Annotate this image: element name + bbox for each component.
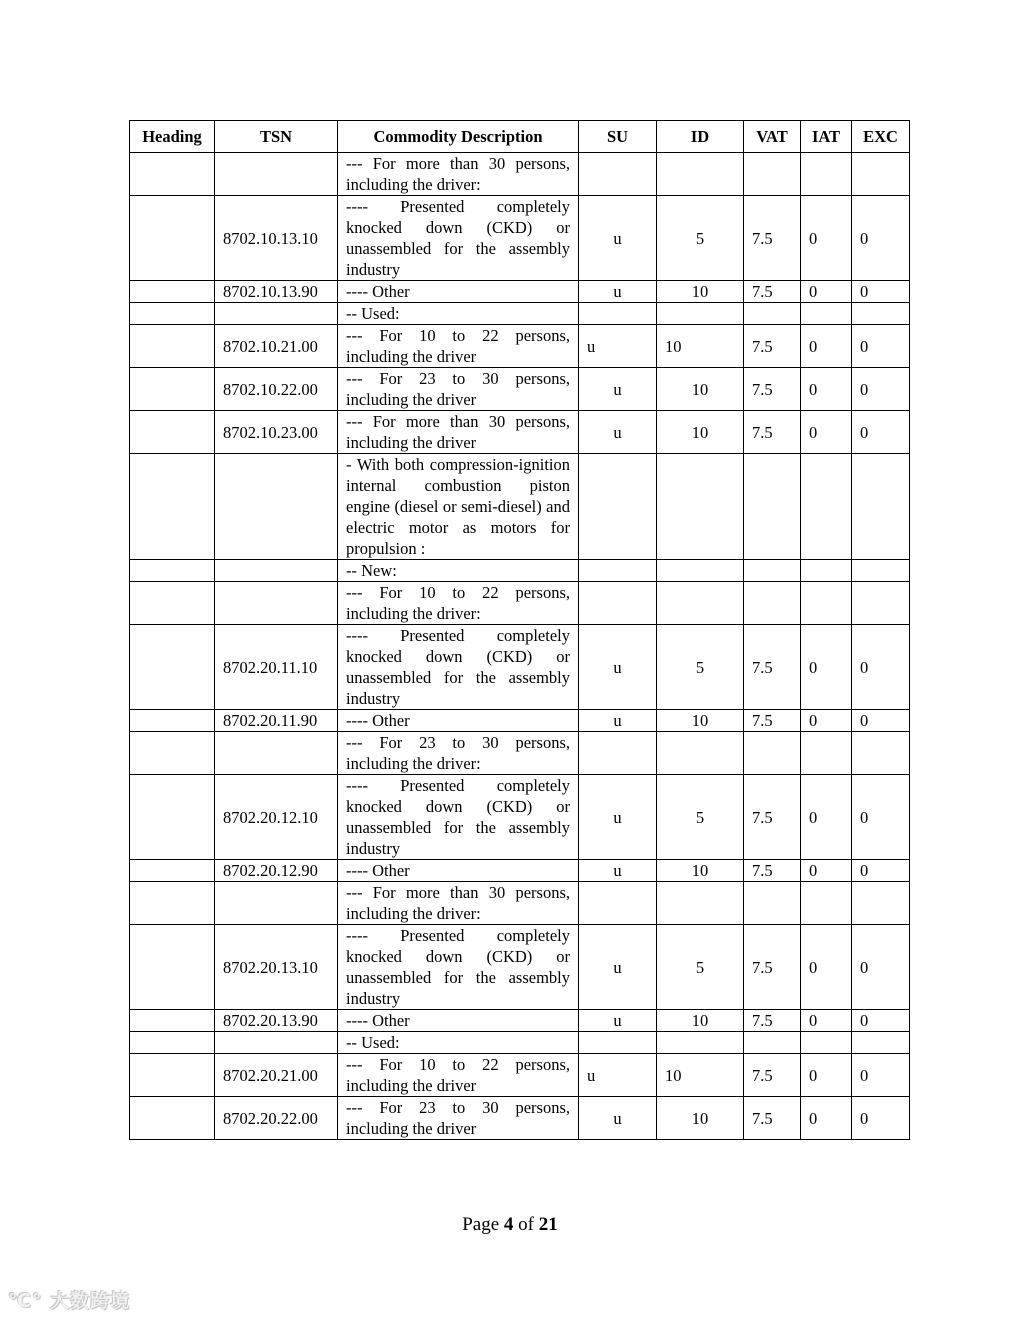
table-row [130, 325, 910, 368]
cell-vat: 7.5 [744, 325, 801, 368]
cell-description: ---- Other [338, 860, 579, 882]
page-label: Page [462, 1214, 500, 1235]
header-iat: IAT [801, 121, 852, 153]
cell-vat [744, 153, 801, 196]
cell-iat: 0 [801, 1097, 852, 1140]
cell-id: 5 [657, 925, 744, 1010]
cell-id: 10 [657, 1054, 744, 1097]
cell-description: -- Used: [338, 303, 579, 325]
cell-heading [130, 925, 215, 1010]
cell-su [579, 153, 657, 196]
cell-su [579, 454, 657, 560]
cell-description: --- For more than 30 persons, including the driver [338, 411, 579, 454]
cell-iat [801, 560, 852, 582]
table-row [130, 860, 910, 882]
cell-iat [801, 153, 852, 196]
cell-heading [130, 710, 215, 732]
cell-exc: 0 [852, 860, 910, 882]
cell-tsn [215, 303, 338, 325]
cell-heading [130, 625, 215, 710]
cell-description: -- New: [338, 560, 579, 582]
cell-tsn: 8702.20.13.90 [215, 1010, 338, 1032]
cell-exc: 0 [852, 411, 910, 454]
cell-su [579, 1032, 657, 1054]
cell-vat: 7.5 [744, 281, 801, 303]
cell-description: ---- Presented completely knocked down (CKD) or unassembled for the assembly industry [338, 625, 579, 710]
table-row [130, 281, 910, 303]
cell-su: u [579, 860, 657, 882]
table-row [130, 196, 910, 281]
cell-tsn: 8702.20.13.10 [215, 925, 338, 1010]
cell-id: 10 [657, 1097, 744, 1140]
header-id: ID [657, 121, 744, 153]
cell-tsn [215, 560, 338, 582]
cell-iat: 0 [801, 1054, 852, 1097]
cell-description: ---- Other [338, 1010, 579, 1032]
cell-tsn: 8702.20.12.90 [215, 860, 338, 882]
cell-heading [130, 281, 215, 303]
cell-iat: 0 [801, 411, 852, 454]
cell-description: ---- Other [338, 710, 579, 732]
cell-su: u [579, 925, 657, 1010]
table-row [130, 710, 910, 732]
cell-iat: 0 [801, 1010, 852, 1032]
cell-tsn: 8702.20.12.10 [215, 775, 338, 860]
cell-exc [852, 454, 910, 560]
cell-heading [130, 368, 215, 411]
table-header-row [130, 121, 910, 153]
cell-vat [744, 303, 801, 325]
cell-tsn: 8702.20.11.90 [215, 710, 338, 732]
cell-heading [130, 454, 215, 560]
cell-exc: 0 [852, 625, 910, 710]
cell-exc: 0 [852, 925, 910, 1010]
cell-exc: 0 [852, 1010, 910, 1032]
cell-su: u [579, 368, 657, 411]
cell-heading [130, 1054, 215, 1097]
cell-exc: 0 [852, 710, 910, 732]
watermark-logo [8, 1286, 130, 1313]
cell-iat [801, 303, 852, 325]
cell-id: 5 [657, 625, 744, 710]
cell-iat [801, 882, 852, 925]
table-row [130, 1097, 910, 1140]
cell-su [579, 732, 657, 775]
cell-heading [130, 1097, 215, 1140]
header-exc: EXC [852, 121, 910, 153]
header-vat: VAT [744, 121, 801, 153]
cell-id: 10 [657, 281, 744, 303]
cell-id: 5 [657, 196, 744, 281]
cell-su [579, 582, 657, 625]
cell-heading [130, 1010, 215, 1032]
table-row [130, 1032, 910, 1054]
cell-exc [852, 560, 910, 582]
cell-vat: 7.5 [744, 411, 801, 454]
watermark-text: 大数跨境 [50, 1290, 131, 1312]
cell-heading [130, 411, 215, 454]
cell-vat [744, 1032, 801, 1054]
cell-id: 10 [657, 1010, 744, 1032]
cell-iat: 0 [801, 196, 852, 281]
page-total: 21 [538, 1214, 558, 1235]
cell-id [657, 732, 744, 775]
cell-description: ---- Presented completely knocked down (CKD) or unassembled for the assembly industry [338, 925, 579, 1010]
table-row [130, 368, 910, 411]
cell-exc [852, 153, 910, 196]
table-row [130, 1010, 910, 1032]
cell-tsn [215, 732, 338, 775]
cell-id [657, 454, 744, 560]
table-row [130, 560, 910, 582]
cell-heading [130, 325, 215, 368]
cell-id [657, 560, 744, 582]
cell-description: --- For 23 to 30 persons, including the driver [338, 368, 579, 411]
header-tsn: TSN [215, 121, 338, 153]
cell-exc [852, 303, 910, 325]
cell-vat [744, 882, 801, 925]
cell-exc [852, 882, 910, 925]
watermark-icon: ℃° [8, 1290, 43, 1312]
cell-vat: 7.5 [744, 710, 801, 732]
cell-description: ---- Other [338, 281, 579, 303]
cell-su: u [579, 775, 657, 860]
cell-exc [852, 582, 910, 625]
cell-id: 5 [657, 775, 744, 860]
cell-heading [130, 775, 215, 860]
table-row [130, 732, 910, 775]
cell-tsn [215, 882, 338, 925]
cell-vat [744, 560, 801, 582]
cell-exc [852, 732, 910, 775]
cell-su: u [579, 625, 657, 710]
cell-su [579, 882, 657, 925]
cell-vat [744, 582, 801, 625]
page-footer [0, 1214, 1020, 1236]
cell-su: u [579, 1054, 657, 1097]
cell-description: --- For more than 30 persons, including the driver: [338, 153, 579, 196]
cell-vat: 7.5 [744, 925, 801, 1010]
cell-description: ---- Presented completely knocked down (CKD) or unassembled for the assembly industry [338, 775, 579, 860]
cell-id [657, 303, 744, 325]
cell-vat: 7.5 [744, 1010, 801, 1032]
table-row [130, 153, 910, 196]
cell-description: --- For 10 to 22 persons, including the driver [338, 325, 579, 368]
cell-su: u [579, 1097, 657, 1140]
cell-description: - With both compression-ignition internal combustion piston engine (diesel or semi-diesel) and electric motor as motors for propulsion : [338, 454, 579, 560]
cell-heading [130, 196, 215, 281]
cell-tsn [215, 1032, 338, 1054]
cell-heading [130, 153, 215, 196]
cell-vat: 7.5 [744, 368, 801, 411]
cell-vat [744, 454, 801, 560]
cell-iat [801, 732, 852, 775]
table-row [130, 454, 910, 560]
cell-description: -- Used: [338, 1032, 579, 1054]
cell-heading [130, 582, 215, 625]
cell-iat: 0 [801, 710, 852, 732]
table-row [130, 625, 910, 710]
cell-su: u [579, 281, 657, 303]
cell-exc: 0 [852, 775, 910, 860]
cell-vat [744, 732, 801, 775]
cell-vat: 7.5 [744, 860, 801, 882]
cell-description: --- For 23 to 30 persons, including the driver [338, 1097, 579, 1140]
cell-iat: 0 [801, 775, 852, 860]
cell-heading [130, 882, 215, 925]
cell-id [657, 582, 744, 625]
cell-description: --- For 23 to 30 persons, including the driver: [338, 732, 579, 775]
cell-su [579, 303, 657, 325]
cell-id: 10 [657, 368, 744, 411]
cell-id [657, 1032, 744, 1054]
cell-description: --- For 10 to 22 persons, including the driver: [338, 582, 579, 625]
cell-tsn [215, 454, 338, 560]
cell-id: 10 [657, 860, 744, 882]
table-row [130, 1054, 910, 1097]
cell-vat: 7.5 [744, 1054, 801, 1097]
cell-description: --- For 10 to 22 persons, including the driver [338, 1054, 579, 1097]
header-su: SU [579, 121, 657, 153]
cell-exc [852, 1032, 910, 1054]
cell-tsn: 8702.10.21.00 [215, 325, 338, 368]
cell-heading [130, 560, 215, 582]
cell-id: 10 [657, 325, 744, 368]
cell-vat: 7.5 [744, 775, 801, 860]
cell-su: u [579, 710, 657, 732]
table-body [130, 153, 910, 1140]
cell-description: --- For more than 30 persons, including the driver: [338, 882, 579, 925]
cell-tsn: 8702.10.13.90 [215, 281, 338, 303]
page-of: of [518, 1214, 534, 1235]
cell-iat [801, 454, 852, 560]
cell-iat [801, 582, 852, 625]
cell-heading [130, 303, 215, 325]
cell-id: 10 [657, 411, 744, 454]
table-row [130, 882, 910, 925]
cell-iat: 0 [801, 325, 852, 368]
cell-su: u [579, 325, 657, 368]
cell-tsn: 8702.20.22.00 [215, 1097, 338, 1140]
tariff-table [129, 120, 910, 1140]
cell-exc: 0 [852, 325, 910, 368]
cell-vat: 7.5 [744, 1097, 801, 1140]
table-row [130, 303, 910, 325]
header-heading: Heading [130, 121, 215, 153]
cell-tsn: 8702.10.23.00 [215, 411, 338, 454]
cell-heading [130, 860, 215, 882]
cell-vat: 7.5 [744, 196, 801, 281]
cell-id [657, 153, 744, 196]
cell-su [579, 560, 657, 582]
cell-iat: 0 [801, 860, 852, 882]
cell-tsn: 8702.20.11.10 [215, 625, 338, 710]
cell-su: u [579, 411, 657, 454]
cell-heading [130, 1032, 215, 1054]
cell-tsn: 8702.10.13.10 [215, 196, 338, 281]
cell-iat [801, 1032, 852, 1054]
cell-iat: 0 [801, 925, 852, 1010]
cell-exc: 0 [852, 1097, 910, 1140]
cell-iat: 0 [801, 281, 852, 303]
cell-tsn [215, 582, 338, 625]
cell-tsn [215, 153, 338, 196]
cell-su: u [579, 1010, 657, 1032]
header-description: Commodity Description [338, 121, 579, 153]
cell-vat: 7.5 [744, 625, 801, 710]
cell-description: ---- Presented completely knocked down (CKD) or unassembled for the assembly industry [338, 196, 579, 281]
cell-iat: 0 [801, 625, 852, 710]
cell-exc: 0 [852, 196, 910, 281]
table-row [130, 582, 910, 625]
table-row [130, 925, 910, 1010]
table-row [130, 411, 910, 454]
cell-tsn: 8702.20.21.00 [215, 1054, 338, 1097]
cell-id [657, 882, 744, 925]
cell-id: 10 [657, 710, 744, 732]
cell-exc: 0 [852, 281, 910, 303]
cell-exc: 0 [852, 1054, 910, 1097]
cell-tsn: 8702.10.22.00 [215, 368, 338, 411]
cell-exc: 0 [852, 368, 910, 411]
table-row [130, 775, 910, 860]
page-current: 4 [503, 1214, 514, 1235]
cell-iat: 0 [801, 368, 852, 411]
cell-su: u [579, 196, 657, 281]
cell-heading [130, 732, 215, 775]
